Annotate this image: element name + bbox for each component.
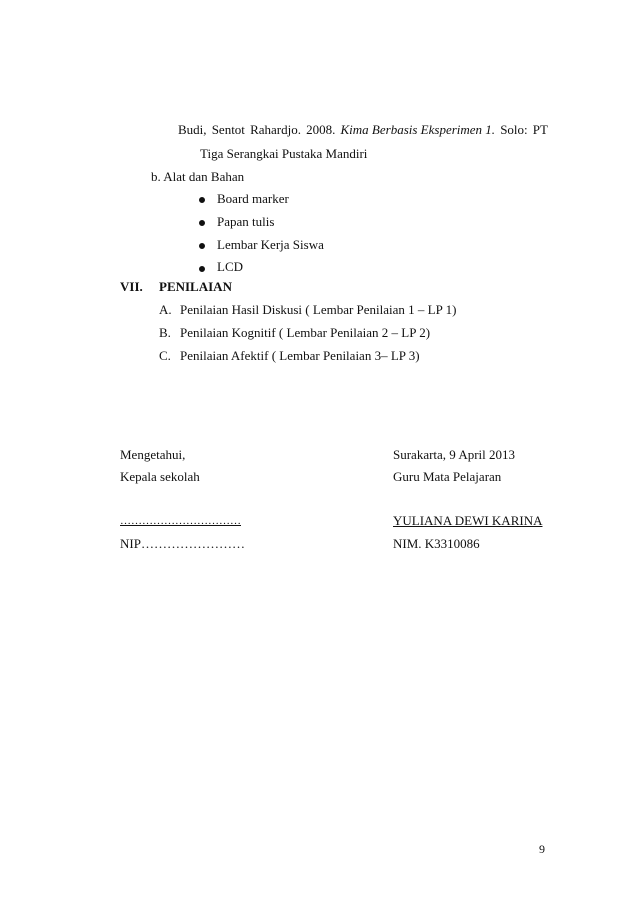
teacher-role: Guru Mata Pelajaran [393,469,502,484]
page-number: 9 [539,842,545,856]
principal-name-line: …………………………… [120,515,241,527]
reference-publisher-start: PT [532,122,548,137]
assessment-letter: C. [159,348,171,363]
bullet-icon [199,220,205,226]
assessment-item: Penilaian Afektif ( Lembar Penilaian 3– LP 3) [180,348,420,363]
bullet-icon [199,197,205,203]
reference-year: 2008. [306,122,336,137]
tools-heading: b. Alat dan Bahan [151,169,245,184]
tool-item: Board marker [217,191,289,206]
section-number: VII. [120,279,143,294]
principal-role: Kepala sekolah [120,469,200,484]
reference-author-first: Budi, [178,122,207,137]
principal-id-line: NIP…………………… [120,536,245,551]
assessment-letter: B. [159,325,171,340]
teacher-id: NIM. K3310086 [393,536,480,551]
place-date: Surakarta, 9 April 2013 [393,447,516,462]
assessment-letter: A. [159,302,172,317]
reference-publisher: Tiga Serangkai Pustaka Mandiri [200,146,368,161]
acknowledged-label: Mengetahui, [120,447,186,462]
bullet-icon [199,266,205,272]
assessment-item: Penilaian Hasil Diskusi ( Lembar Penilaian 1 – LP 1) [180,302,457,317]
section-title: PENILAIAN [159,279,232,294]
bullet-icon [199,243,205,249]
tool-item: Papan tulis [217,214,275,229]
tool-item: LCD [217,259,243,274]
reference-author-middle: Sentot [211,122,245,137]
reference-author-last: Rahardjo. [250,122,301,137]
reference-entry [178,122,548,138]
tool-item: Lembar Kerja Siswa [217,237,324,252]
assessment-item: Penilaian Kognitif ( Lembar Penilaian 2 – LP 2) [180,325,431,340]
reference-title: Kima Berbasis Eksperimen 1. [340,122,496,137]
teacher-name: YULIANA DEWI KARINA [393,513,543,528]
reference-place: Solo: [500,122,528,137]
